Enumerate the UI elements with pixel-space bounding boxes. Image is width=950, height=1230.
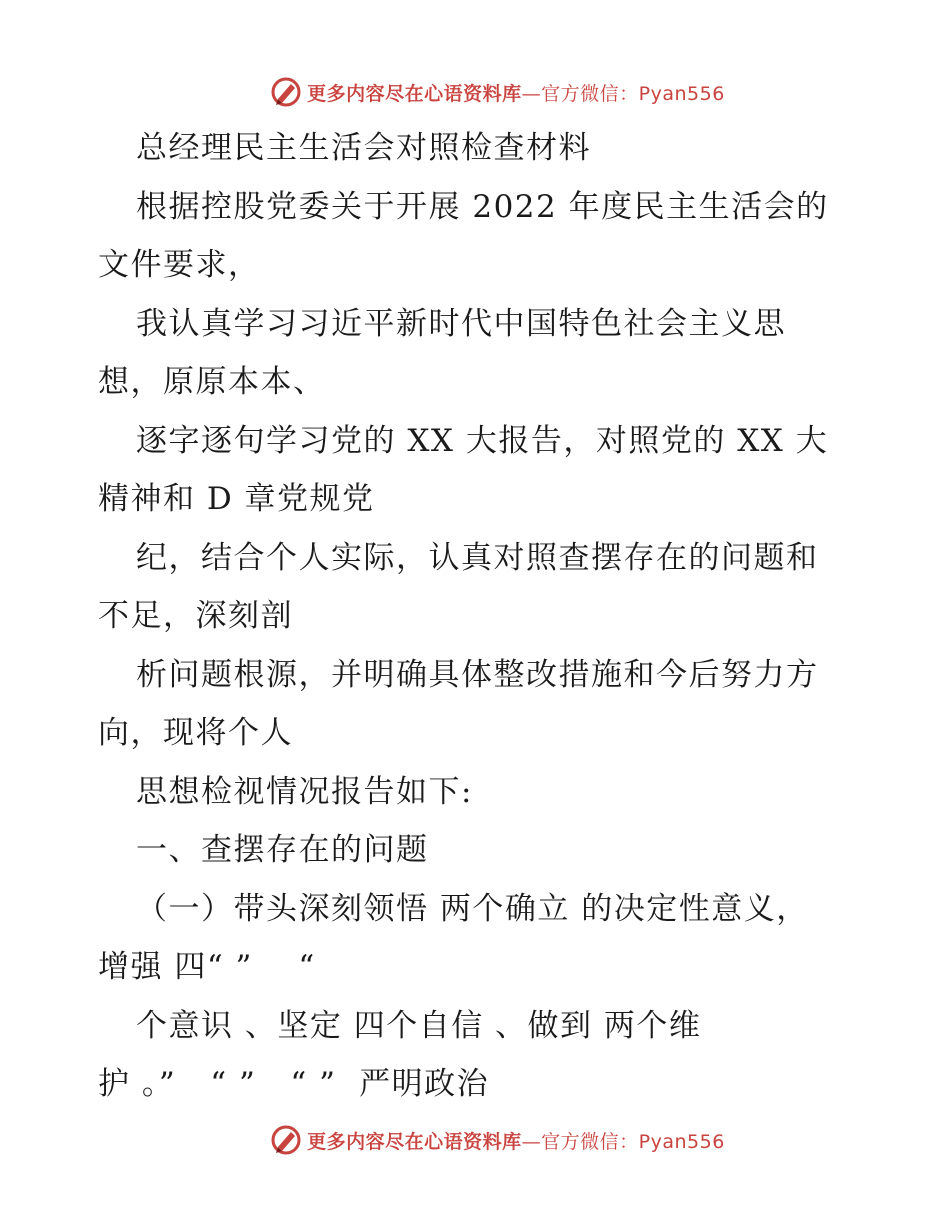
watermark-group — [269, 1123, 725, 1157]
text-line: 护 。” “ ” “ ” 严明政治 — [98, 1066, 490, 1102]
text-line: 文件要求， — [98, 247, 261, 283]
watermark-wechat: 官方微信：Pyan556 — [541, 1130, 725, 1153]
text-line: 想，原原本本、 — [98, 364, 326, 400]
watermark-title: 更多内容尽在心语资料库 — [307, 82, 522, 105]
watermark-wechat: 官方微信：Pyan556 — [541, 82, 725, 105]
watermark-banner-bottom — [0, 1120, 950, 1160]
text-line: 精神和 D 章党规党 — [98, 481, 375, 517]
text-line: 不足，深刻剖 — [98, 598, 293, 634]
text-line: 总经理民主生活会对照检查材料 — [136, 130, 591, 166]
text-line: 向，现将个人 — [98, 715, 293, 751]
text-line: 根据控股党委关于开展 2022 年度民主生活会的 — [136, 188, 829, 225]
document-body — [98, 119, 858, 1114]
text-line: 一、查摆存在的问题 — [136, 832, 429, 868]
watermark-separator: — — [521, 1130, 542, 1153]
text-line: （一）带头深刻领悟 两个确立 的决定性意义， — [136, 890, 809, 927]
text-line: 逐字逐句学习党的 XX 大报告，对照党的 XX 大 — [136, 422, 829, 459]
watermark-separator: — — [521, 82, 542, 105]
watermark-text — [307, 1127, 725, 1154]
text-line: 纪，结合个人实际，认真对照查摆存在的问题和 — [136, 539, 819, 576]
text-line: 我认真学习习近平新时代中国特色社会主义思 — [136, 305, 786, 342]
text-line: 个意识 、坚定 四个自信 、做到 两个维 — [136, 1007, 702, 1044]
watermark-group — [269, 75, 725, 109]
pen-logo-icon — [269, 1123, 303, 1157]
watermark-title: 更多内容尽在心语资料库 — [307, 1130, 522, 1153]
pen-logo-icon — [269, 75, 303, 109]
text-line: 思想检视情况报告如下: — [136, 773, 473, 810]
text-line: 增强 四“ ” “ — [98, 949, 316, 985]
text-line: 析问题根源，并明确具体整改措施和今后努力方 — [136, 656, 819, 693]
watermark-text — [307, 79, 725, 106]
watermark-banner-top — [0, 72, 950, 112]
